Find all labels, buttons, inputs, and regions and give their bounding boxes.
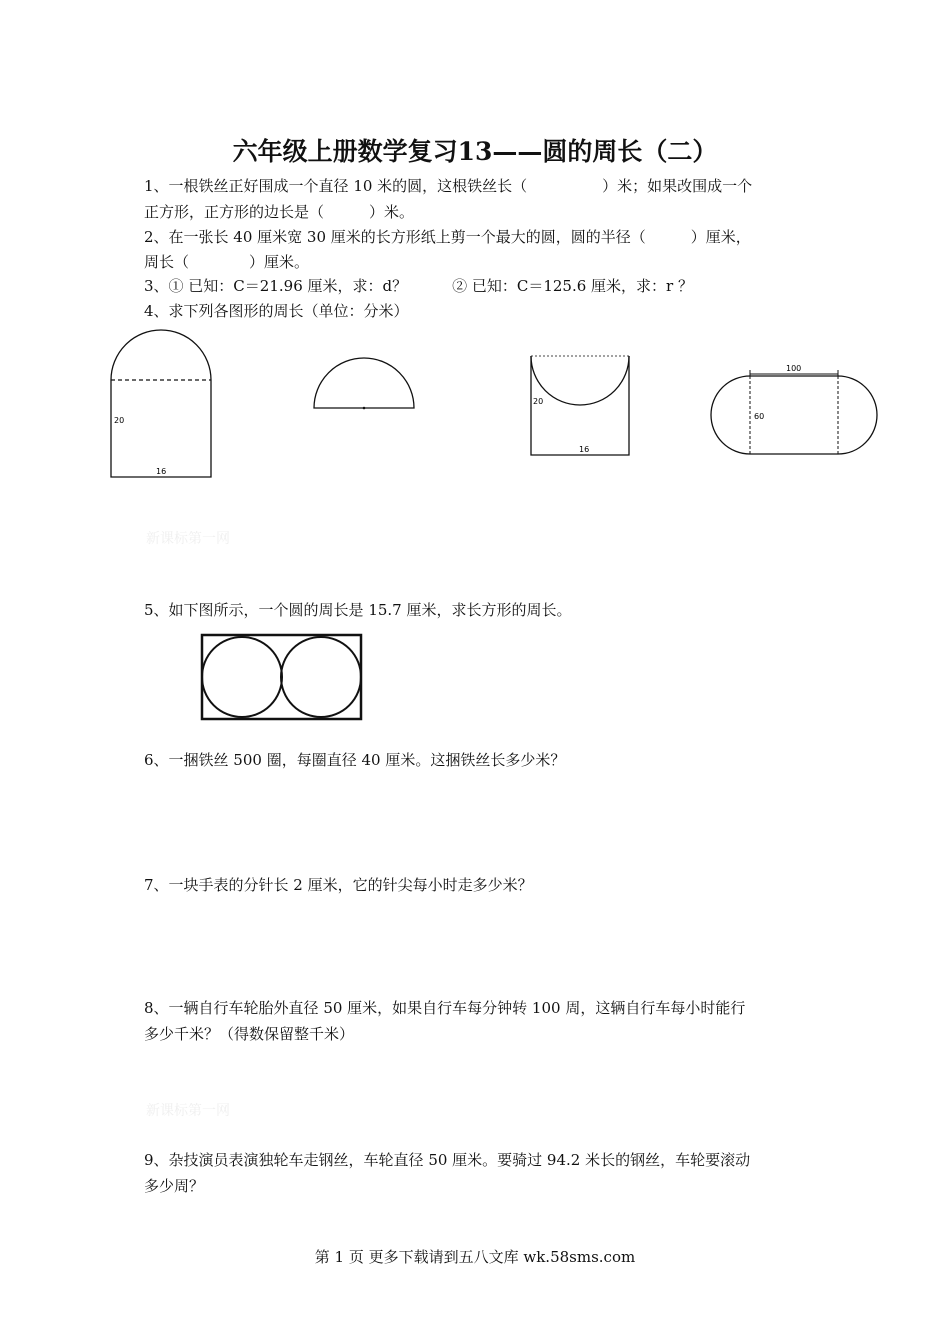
figure-arch-rectangle xyxy=(105,330,220,482)
question-1-line-1: 1、一根铁丝正好围成一个直径 10 米的圆，这根铁丝长（ ）米；如果改围成一个 xyxy=(144,177,753,195)
question-4: 4、求下列各图形的周长（单位：分米） xyxy=(144,302,409,320)
question-8-line-2: 多少千米？（得数保留整千米） xyxy=(144,1025,355,1043)
left-circle xyxy=(202,637,282,717)
bottom-label: 16 xyxy=(579,445,590,454)
page-title: 六年级上册数学复习13——圆的周长（二） xyxy=(232,137,718,166)
figure-semicircle xyxy=(310,355,420,415)
question-8-line-1: 8、一辆自行车轮胎外直径 50 厘米，如果自行车每分钟转 100 周，这辆自行车每小时能行 xyxy=(144,999,746,1017)
question-6: 6、一捆铁丝 500 圈，每圈直径 40 厘米。这捆铁丝长多少米？ xyxy=(144,751,566,769)
semicircle-arc xyxy=(314,358,414,408)
question-2-line-2: 周长（ ）厘米。 xyxy=(144,253,310,271)
question-3: 3、① 已知：C＝21.96 厘米，求：d？ ② 已知：C＝125.6 厘米，求：r ？ xyxy=(144,277,693,295)
right-circle xyxy=(281,637,361,717)
watermark-text-1: 新课标第一网 xyxy=(146,531,230,547)
side-label: 20 xyxy=(114,416,125,425)
semicircle-top xyxy=(111,330,211,380)
question-9-line-2: 多少周？ xyxy=(144,1177,205,1195)
top-label: 100 xyxy=(786,364,802,373)
watermark-text-2: 新课标第一网 xyxy=(146,1103,230,1119)
question-7: 7、一块手表的分针长 2 厘米，它的针尖每小时走多少米？ xyxy=(144,876,533,894)
side-label: 60 xyxy=(754,412,765,421)
page-footer: 第 1 页 更多下载请到五八文库 wk.58sms.com xyxy=(314,1248,636,1266)
figure-stadium xyxy=(712,360,877,462)
figure-two-circles-rectangle xyxy=(200,633,364,723)
rectangle-body xyxy=(111,380,211,477)
semicircle-cutout xyxy=(531,356,629,405)
center-dot xyxy=(363,407,366,410)
question-2-line-1: 2、在一张长 40 厘米宽 30 厘米的长方形纸上剪一个最大的圆，圆的半径（ ）厘米， xyxy=(144,228,751,246)
bottom-label: 16 xyxy=(156,467,167,476)
question-9-line-1: 9、杂技演员表演独轮车走钢丝，车轮直径 50 厘米。要骑过 94.2 米长的钢丝，车轮要滚动 xyxy=(144,1151,751,1169)
figure-square-with-cutout xyxy=(527,352,635,460)
side-label: 20 xyxy=(533,397,544,406)
stadium-outline xyxy=(711,376,877,454)
question-5: 5、如下图所示，一个圆的周长是 15.7 厘米，求长方形的周长。 xyxy=(144,601,572,619)
question-1-line-2: 正方形，正方形的边长是（ ）米。 xyxy=(144,203,415,221)
